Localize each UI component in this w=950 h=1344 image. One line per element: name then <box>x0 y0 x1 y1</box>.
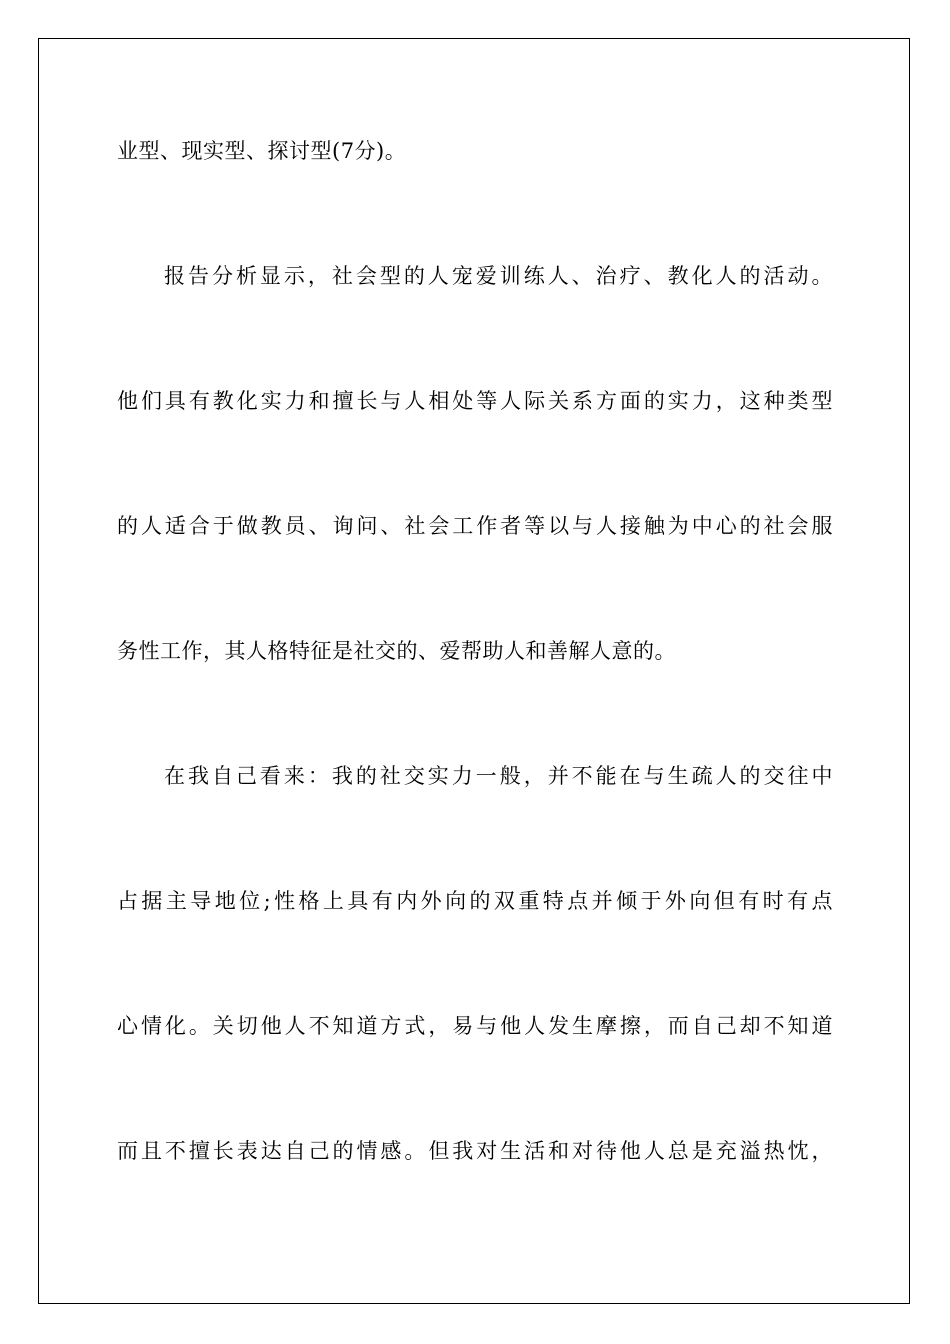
paragraph-1-line-1: 报告分析显示，社会型的人宠爱训练人、治疗、教化人的活动。 <box>164 264 833 288</box>
paragraph-2-line-3: 心情化。关切他人不知道方式，易与他人发生摩擦，而自己却不知道 <box>117 1014 833 1038</box>
text-line-1: 业型、现实型、探讨型(7分)。 <box>117 139 407 163</box>
page-border <box>38 38 910 1304</box>
paragraph-1-line-4: 务性工作，其人格特征是社交的、爱帮助人和善解人意的。 <box>117 639 676 663</box>
paragraph-2-line-1: 在我自己看来：我的社交实力一般，并不能在与生疏人的交往中 <box>164 764 833 788</box>
paragraph-1-line-3: 的人适合于做教员、询问、社会工作者等以与人接触为中心的社会服 <box>117 514 833 538</box>
paragraph-1-line-2: 他们具有教化实力和擅长与人相处等人际关系方面的实力，这种类型 <box>117 389 833 413</box>
paragraph-2-line-2: 占据主导地位;性格上具有内外向的双重特点并倾于外向但有时有点 <box>117 889 833 913</box>
paragraph-2-line-4: 而且不擅长表达自己的情感。但我对生活和对待他人总是充溢热忱， <box>117 1139 833 1163</box>
